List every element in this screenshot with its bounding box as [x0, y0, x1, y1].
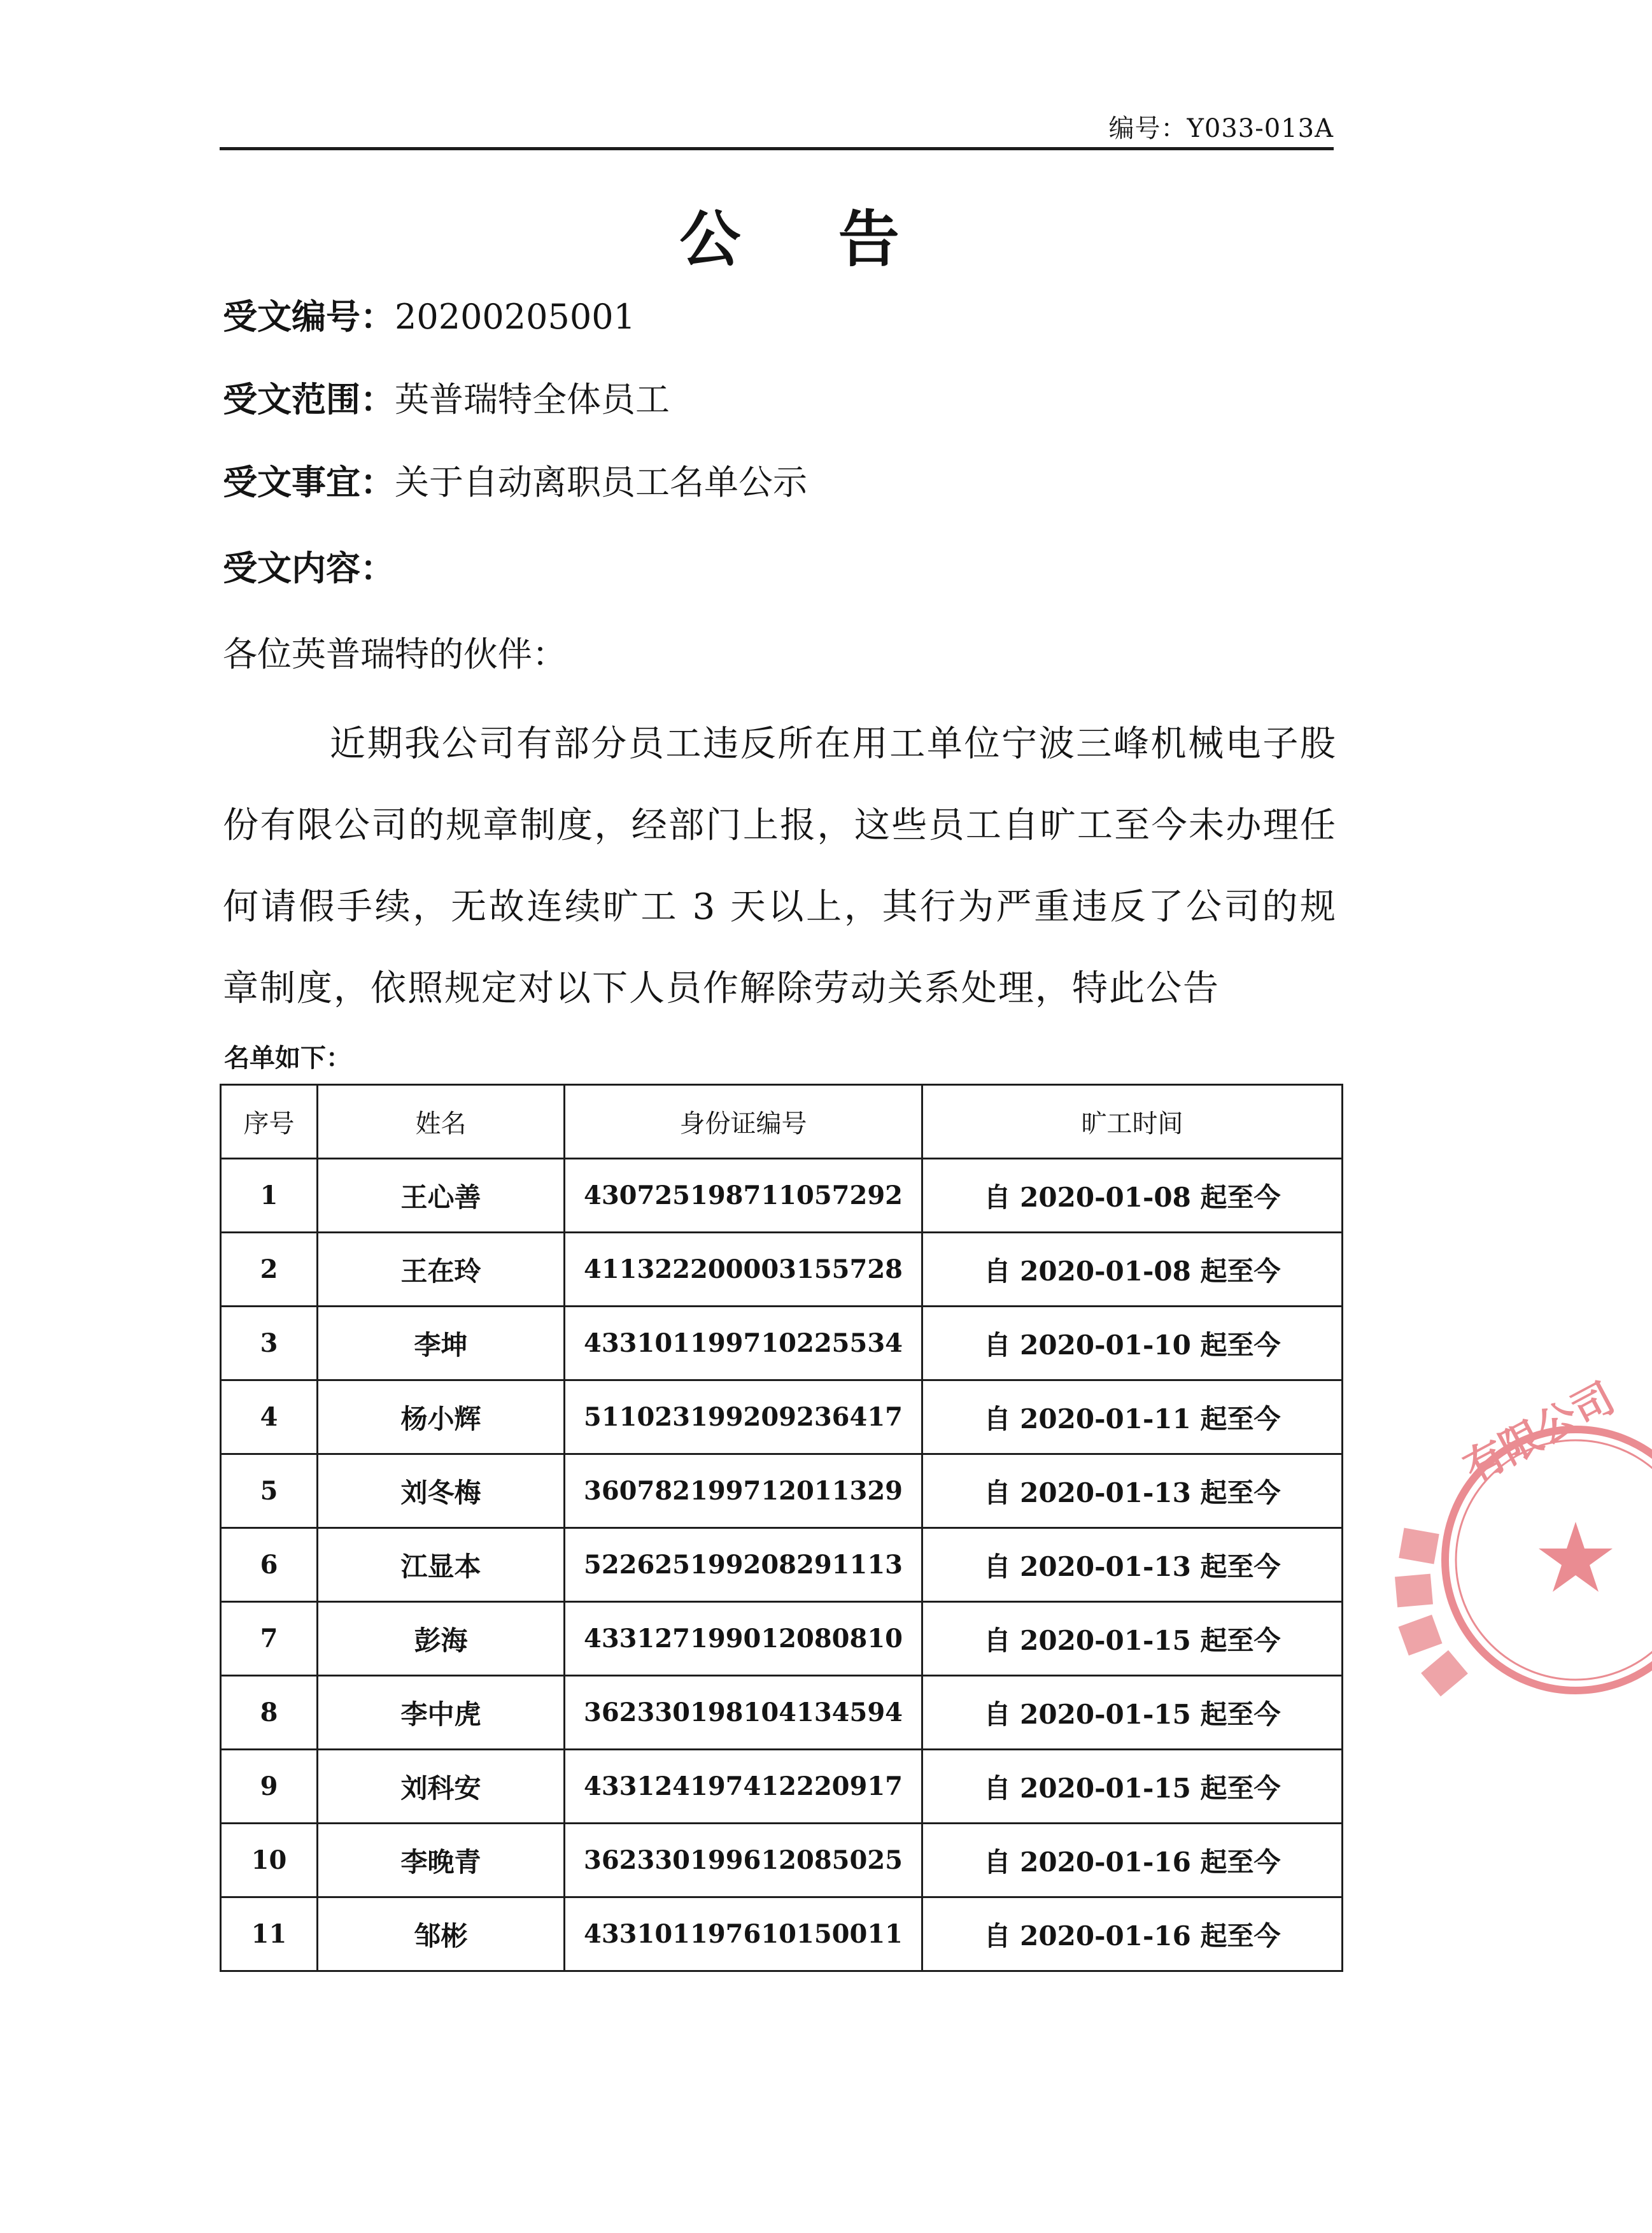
table-row [221, 1602, 1343, 1676]
cell-id-number: 433127199012080810 [565, 1602, 922, 1676]
cell-absence-period: 自 2020-01-15 起至今 [922, 1602, 1343, 1676]
header-id-number: 身份证编号 [565, 1085, 922, 1159]
cell-name: 王在玲 [318, 1233, 565, 1307]
notice-title: 公 告 [679, 203, 938, 275]
cell-serial: 2 [221, 1233, 318, 1307]
table-row [221, 1380, 1343, 1454]
field-content [223, 541, 395, 590]
cell-serial: 6 [221, 1528, 318, 1602]
cell-absence-period: 自 2020-01-08 起至今 [922, 1159, 1343, 1233]
cell-id-number: 411322200003155728 [565, 1233, 922, 1307]
cell-id-number: 430725198711057292 [565, 1159, 922, 1233]
cell-id-number: 522625199208291113 [565, 1528, 922, 1602]
field-label: 受文内容： [223, 548, 395, 588]
field-value: 关于自动离职员工名单公示 [395, 462, 807, 502]
field-value: 英普瑞特全体员工 [395, 379, 670, 420]
cell-id-number: 433101199710225534 [565, 1307, 922, 1380]
seal-text: 有限公司 [1456, 1374, 1623, 1493]
cell-id-number: 362330198104134594 [565, 1676, 922, 1750]
table-row [221, 1233, 1343, 1307]
field-label: 受文范围： [223, 379, 395, 420]
table-row [221, 1159, 1343, 1233]
table-row [221, 1454, 1343, 1528]
cell-absence-period: 自 2020-01-08 起至今 [922, 1233, 1343, 1307]
cell-name: 李晚青 [318, 1824, 565, 1897]
cell-absence-period: 自 2020-01-13 起至今 [922, 1528, 1343, 1602]
header-rule [220, 147, 1334, 150]
cell-serial: 9 [221, 1750, 318, 1824]
cell-name: 江显本 [318, 1528, 565, 1602]
cell-serial: 8 [221, 1676, 318, 1750]
table-header-row [221, 1085, 1343, 1159]
cell-id-number: 360782199712011329 [565, 1454, 922, 1528]
cell-name: 王心善 [318, 1159, 565, 1233]
table-row [221, 1824, 1343, 1897]
cell-id-number: 433124197412220917 [565, 1750, 922, 1824]
header-name: 姓名 [318, 1085, 565, 1159]
cell-serial: 10 [221, 1824, 318, 1897]
header-absence-period: 旷工时间 [922, 1085, 1343, 1159]
cell-name: 刘科安 [318, 1750, 565, 1824]
field-label: 受文编号： [223, 297, 395, 337]
company-seal-stamp [1385, 1374, 1652, 1719]
cell-serial: 7 [221, 1602, 318, 1676]
field-reference-number [223, 290, 635, 339]
cell-id-number: 433101197610150011 [565, 1897, 922, 1971]
header-serial: 序号 [221, 1085, 318, 1159]
table-row [221, 1750, 1343, 1824]
document-number: 编号：Y033-013A [1108, 114, 1334, 143]
greeting: 各位英普瑞特的伙伴： [223, 634, 567, 674]
cell-id-number: 362330199612085025 [565, 1824, 922, 1897]
field-value: 20200205001 [395, 297, 635, 337]
field-scope [223, 372, 670, 422]
field-label: 受文事宜： [223, 462, 395, 502]
table-row [221, 1676, 1343, 1750]
cell-name: 李中虎 [318, 1676, 565, 1750]
cell-name: 邹彬 [318, 1897, 565, 1971]
cell-name: 刘冬梅 [318, 1454, 565, 1528]
cell-serial: 11 [221, 1897, 318, 1971]
star-icon [1539, 1522, 1613, 1592]
cell-serial: 3 [221, 1307, 318, 1380]
cell-serial: 1 [221, 1159, 318, 1233]
cell-absence-period: 自 2020-01-15 起至今 [922, 1676, 1343, 1750]
cell-serial: 5 [221, 1454, 318, 1528]
cell-absence-period: 自 2020-01-10 起至今 [922, 1307, 1343, 1380]
cell-name: 李坤 [318, 1307, 565, 1380]
cell-absence-period: 自 2020-01-11 起至今 [922, 1380, 1343, 1454]
cell-absence-period: 自 2020-01-13 起至今 [922, 1454, 1343, 1528]
cell-serial: 4 [221, 1380, 318, 1454]
list-heading: 名单如下： [224, 1044, 351, 1073]
cell-name: 杨小辉 [318, 1380, 565, 1454]
notice-body: 近期我公司有部分员工违反所在用工单位宁波三峰机械电子股份有限公司的规章制度，经部门上报，这些员工自旷工至今未办理任何请假手续，无故连续旷工 3 天以上，其行为严重违反了公司的规章制度，依照规定对以下人员作解除劳动关系处理，特此公告 [223, 723, 1337, 1009]
table-row [221, 1307, 1343, 1380]
cell-id-number: 511023199209236417 [565, 1380, 922, 1454]
field-subject [223, 455, 807, 504]
cell-absence-period: 自 2020-01-15 起至今 [922, 1750, 1343, 1824]
table-row [221, 1528, 1343, 1602]
cell-absence-period: 自 2020-01-16 起至今 [922, 1824, 1343, 1897]
table-row [221, 1897, 1343, 1971]
cell-absence-period: 自 2020-01-16 起至今 [922, 1897, 1343, 1971]
employee-table [220, 1084, 1343, 1972]
cell-name: 彭海 [318, 1602, 565, 1676]
